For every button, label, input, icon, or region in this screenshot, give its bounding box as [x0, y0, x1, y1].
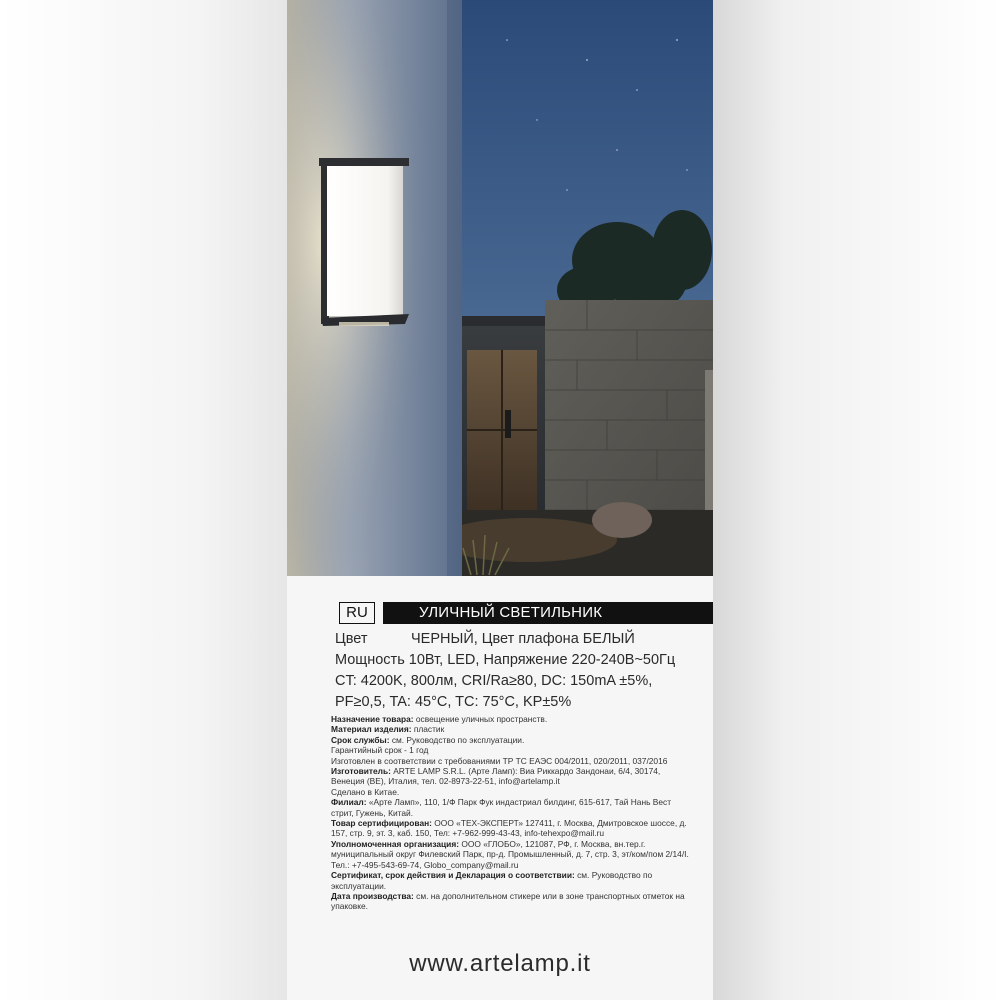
certificate-line: Сертификат, срок действия и Декларация о соответствии: см. Руководство по эксплуатации.	[331, 870, 653, 891]
spec-color-value: ЧЕРНЫЙ, Цвет плафона БЕЛЫЙ	[411, 631, 635, 647]
service-line: Срок службы: см. Руководство по эксплуатации.	[331, 734, 525, 745]
right-background-strip	[713, 0, 1000, 1000]
lamp-fixture	[319, 158, 409, 326]
warranty-line: Гарантийный срок - 1 год	[331, 745, 429, 756]
made-in-line: Сделано в Китае.	[331, 786, 400, 797]
legal-details	[331, 714, 691, 912]
website-url: www.artelamp.it	[409, 950, 591, 977]
product-photo	[287, 0, 713, 576]
branch-line: Филиал: «Арте Ламп», 110, 1/Ф Парк Фук индастриал билдинг, 615-617, Тай Нань Вест стрит, Гужень, Китай.	[331, 797, 672, 818]
spec-thermal: PF≥0,5, TA: 45°C, TC: 75°C, KP±5%	[335, 694, 572, 710]
certified-line: Товар сертифицирован: ООО «ТЕХ-ЭКСПЕРТ» 127411, г. Москва, Дмитровское шоссе, д. 157, стр. 9, эт. 3, каб. 150, Тел: +7-962-999-43-43, info-tehexpo@mail.ru	[331, 818, 687, 839]
product-info	[287, 576, 713, 1000]
spec-light: CT: 4200K, 800лм, CRI/Ra≥80, DC: 150mA ±5%,	[335, 673, 653, 689]
production-line: Дата производства: см. на дополнительном стикере или в зоне транспортных отметок на упаковке.	[331, 890, 685, 912]
standards-line: Изготовлен в соответствии с требованиями ТР ТС ЕАЭС 004/2011, 020/2011, 037/2016	[331, 755, 668, 766]
spec-color	[335, 629, 705, 650]
authorized-line: Уполномоченная организация: ООО «ГЛОБО», 121087, РФ, г. Москва, вн.тер.г. муниципальный округ Филевский Парк, пр-д. Промышленный, д. 7, стр. 3, эт/ком/пом 2/14/I. Тел.: +7-495-543-69-74, Globo_company@mail.ru	[331, 838, 689, 870]
material-line: Материал изделия: пластик	[331, 724, 445, 735]
spec-color-label: Цвет	[335, 631, 368, 647]
purpose-line: Назначение товара: освещение уличных пространств.	[331, 714, 548, 724]
spec-list	[335, 629, 705, 713]
manufacturer-line: Изготовитель: ARTE LAMP S.R.L. (Арте Ламп): Виа Риккардо Зандонаи, 6/4, 30174, Венеция (ВЕ), Италия, тел. 02-8973-22-51, info@artelamp.it	[331, 766, 661, 787]
packaging-panel	[287, 0, 713, 1000]
left-background-strip	[0, 0, 287, 1000]
product-title: УЛИЧНЫЙ СВЕТИЛЬНИК	[383, 602, 713, 624]
spec-power: Мощность 10Вт, LED, Напряжение 220-240В~50Гц	[335, 652, 676, 668]
language-code: RU	[339, 602, 375, 624]
